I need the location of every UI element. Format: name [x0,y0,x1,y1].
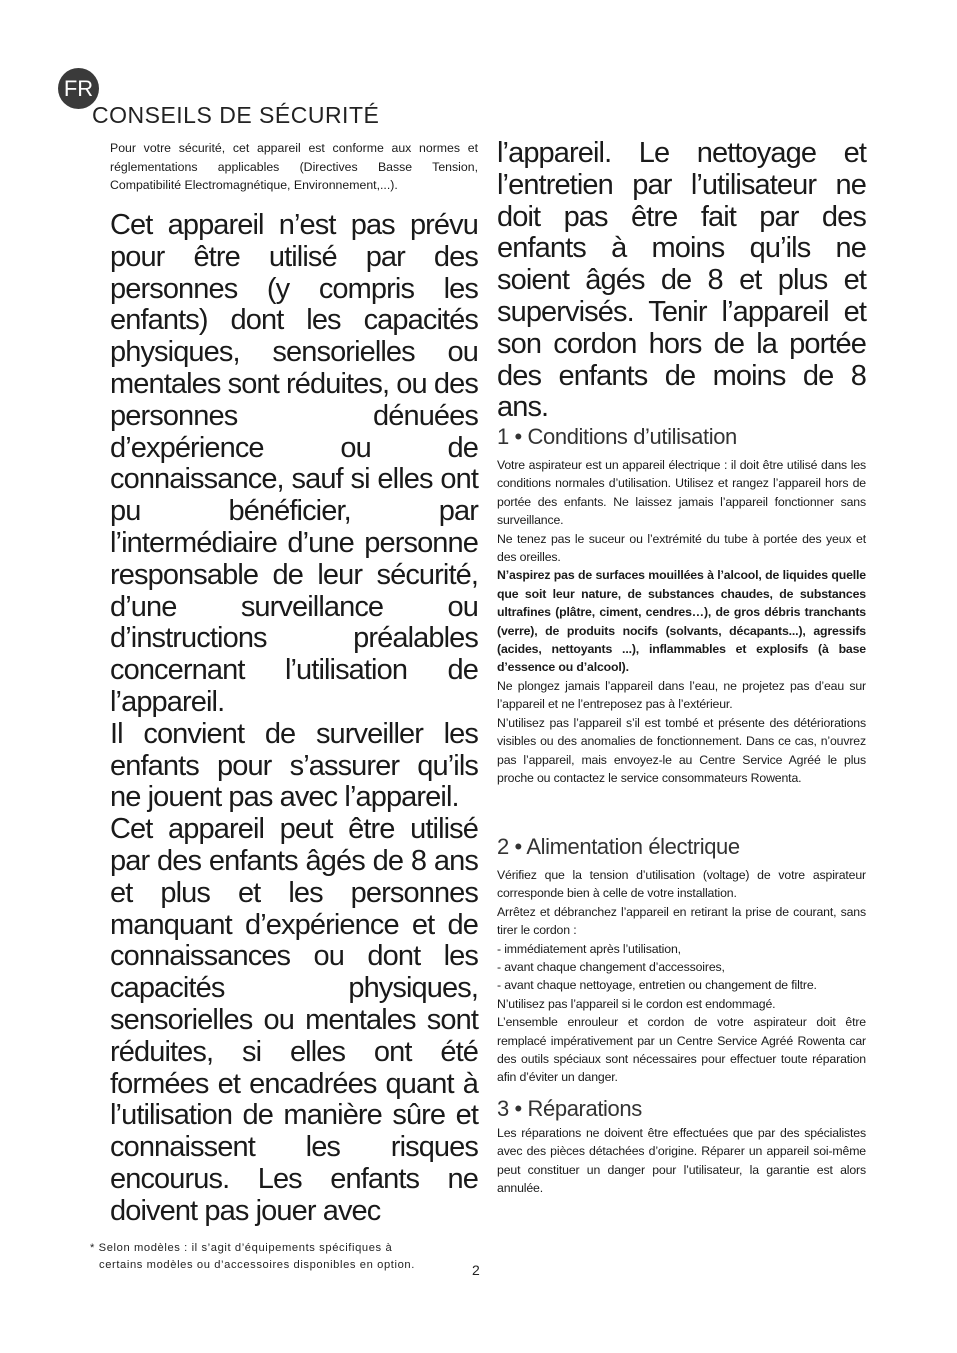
section-title-power: 2 • Alimentation électrique [497,834,740,859]
conditions-paragraph-1: Votre aspirateur est un appareil électrique : il doit être utilisé dans les conditions normales d’utilisation. Utilisez et rangez l’appareil hors de portée des enfants. Ne laissez jamais l’appareil fonctionner sans surveillance. [497,458,866,528]
section-power [497,834,866,1087]
section-title-repairs: 3 • Réparations [497,1096,642,1121]
conditions-paragraph-2: Ne tenez pas le suceur ou l’extrémité du tube à portée des yeux et des oreilles. [497,531,866,565]
warning-paragraph-3: Cet appareil peut être utilisé par des enfants âgés de 8 ans et plus et les personnes manquant d’expérience et de connaissances ou dont les capacités physiques, sensorielles ou mentales sont réduites, si elles ont été formées et encadrées quant à l’utilisation de manière sûre et connaissent les risques encourus. Les enfants ne doivent pas jouer avec [110,813,478,1227]
section-title-conditions: 1 • Conditions d’utilisation [497,424,737,449]
warning-paragraph-1: Cet appareil n’est pas prévu pour être utilisé par des personnes (y compris les enfants) dont les capacités physiques, sensorielles ou mentales sont réduites, ou des personnes dénuées d’expérience ou de connaissance, sauf si elles ont pu bénéficier, par l’intermédiaire d’une personne responsable de leur sécurité, d’une surveillance ou d’instructions préalables concernant l’utilisation de l’appareil. [110,209,478,718]
power-paragraph-1: Vérifiez que la tension d’utilisation (voltage) de votre aspirateur corresponde bien à celle de votre installation. [497,868,866,901]
conditions-paragraph-5: N’utilisez pas l’appareil s’il est tombé et présente des détériorations visibles ou des anomalies de fonctionnement. Dans ce cas, n’ouvrez pas l’appareil, mais envoyez-le au Centre Service Agréé le plus proche ou contactez le service consommateurs Rowenta. [497,715,866,785]
repairs-paragraph: Les réparations ne doivent être effectuées que par des spécialistes avec des pièces détachées d’origine. Réparer un appareil soi-même peut constituer un danger pour l’utilisateur, la garantie est alors annulée. [497,1126,866,1196]
power-paragraph-4: L’ensemble enrouleur et cordon de votre aspirateur doit être remplacé impérativement par un Centre Service Agréé Rowenta car des outils spéciaux sont nécessaires pour effectuer toute réparation afin d’éviter un danger. [497,1015,866,1085]
intro-paragraph: Pour votre sécurité, cet appareil est conforme aux normes et réglementations applicables (Directives Basse Tension, Compatibilité Electromagnétique, Environnement,...). [110,141,478,192]
language-badge: FR [58,68,99,109]
warning-paragraph-3-continued: l’appareil. Le nettoyage et l’entretien par l’utilisateur ne doit pas être fait par des enfants à moins qu’ils ne soient âgés de 8 et plus et supervisés. Tenir l’appareil et son cordon hors de la portée des enfants de moins de 8 ans. [497,137,866,424]
section-repairs [497,1096,866,1198]
page-number: 2 [472,1262,480,1278]
power-list-item: - avant chaque changement d’accessoires, [497,960,725,975]
conditions-warning-bold: N’aspirez pas de surfaces mouillées à l’alcool, de liquides quelle que soit leur nature, de substances chaudes, de substances ultrafines (plâtre, ciment, cendres…), de gros débris tranchants (verre), de produits nocifs (solvants, décapants...), agressifs (acides, nettoyants ...), inflammables et explosifs (à base d’essence ou d’alcool). [497,568,866,675]
footnote-line-1: * Selon modèles : il s’agit d’équipements spécifiques à [90,1242,393,1254]
warning-right-column [497,138,866,424]
power-paragraph-2: Arrêtez et débranchez l’appareil en retirant la prise de courant, sans tirer le cordon : [497,904,866,938]
power-list-item: - avant chaque nettoyage, entretien ou changement de filtre. [497,978,817,993]
warning-left-column [110,210,478,1228]
power-list-item: - immédiatement après l’utilisation, [497,941,681,956]
page-title: CONSEILS DE SÉCURITÉ [92,102,380,128]
power-paragraph-3: N’utilisez pas l’appareil si le cordon est endommagé. [497,996,776,1011]
warning-paragraph-2: Il convient de surveiller les enfants pour s’assurer qu’ils ne jouent pas avec l’appareil. [110,717,478,814]
footnote-line-2: certains modèles ou d’accessoires disponibles en option. [99,1258,415,1271]
section-conditions [497,424,866,787]
footnote [90,1240,440,1273]
conditions-paragraph-4: Ne plongez jamais l’appareil dans l’eau, ne projetez pas d’eau sur l’appareil et ne l’entreposez pas à l’extérieur. [497,678,866,712]
